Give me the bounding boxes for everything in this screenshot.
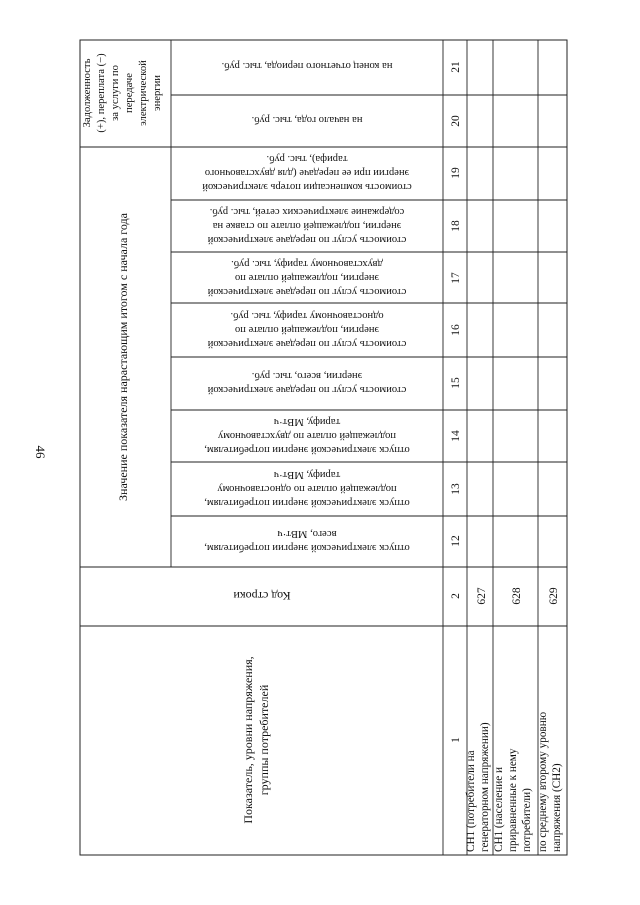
row-label-629 [537,712,563,852]
svg-text:21: 21 [450,61,462,73]
row-codes [476,587,560,605]
svg-text:14: 14 [450,430,462,442]
svg-text:приравненные к нему: приравненные к нему [507,748,519,852]
svg-text:энергии, подлежащей оплате по: энергии, подлежащей оплате по [234,324,380,335]
header-c21 [222,60,393,71]
header-group-main: Значение показателя нарастающим итогом с начала года [116,213,130,501]
svg-text:стоимость услуг по передаче эл: стоимость услуг по передаче электрической [207,234,407,245]
row-code: 629 [548,587,560,605]
svg-text:тарифу, МВт·ч: тарифу, МВт·ч [273,416,341,427]
row-code: 628 [511,587,523,605]
svg-text:энергии, всего, тыс. руб.: энергии, всего, тыс. руб. [251,370,363,381]
svg-text:стоимость услуг по передаче эл: стоимость услуг по передаче электрической [207,286,407,297]
header-c18 [207,206,406,245]
header-code [233,589,291,603]
svg-text:подлежащей оплате по двухставо: подлежащей оплате по двухставочному [217,430,397,441]
svg-text:отпуск электрической энергии п: отпуск электрической энергии потребителям, [204,444,410,455]
row-code: 627 [476,587,488,605]
svg-text:12: 12 [450,535,462,547]
page-number: 46 [33,445,48,459]
svg-text:на конец отчетного периода, ты: на конец отчетного периода, тыс. руб. [221,60,393,71]
header-c13 [204,469,410,508]
svg-text:СН1 (потребители на: СН1 (потребители на [465,750,477,852]
svg-text:18: 18 [450,220,462,232]
svg-text:на начало года, тыс. руб.: на начало года, тыс. руб. [251,114,363,125]
svg-text:всего, МВт·ч: всего, МВт·ч [277,528,337,539]
header-group-debt [82,53,163,133]
row-label-627 [465,722,491,852]
svg-text:стоимость услуг по передаче эл: стоимость услуг по передаче электрической [207,338,407,349]
svg-text:20: 20 [450,115,462,127]
svg-text:отпуск электрической энергии п: отпуск электрической энергии потребителям, [204,542,410,553]
svg-text:отпуск электрической энергии п: отпуск электрической энергии потребителям, [204,497,410,508]
svg-text:по среднему второму уровню: по среднему второму уровню [537,711,549,852]
header-indicator [241,656,271,823]
svg-text:электрической: электрической [138,60,149,126]
svg-text:СН1 (население и: СН1 (население и [493,767,505,852]
svg-text:стоимость компенсации потерь э: стоимость компенсации потерь электрической [202,181,412,192]
header-c16 [207,310,406,349]
svg-text:потребители): потребители) [521,788,533,852]
svg-text:подлежащей оплате по одноставо: подлежащей оплате по одноставочному [217,483,397,494]
header-c17 [207,258,406,297]
svg-text:Задолженность: Задолженность [82,58,93,128]
svg-text:Показатель, уровни напряжения,: Показатель, уровни напряжения, [241,656,255,824]
svg-text:энергии: энергии [152,75,163,111]
column-numbers [450,61,462,743]
svg-text:передаче: передаче [124,73,135,113]
header-c12 [204,528,410,553]
svg-text:генераторном напряжении): генераторном напряжении) [479,722,491,852]
svg-text:двухставочному тарифу, тыс. ру: двухставочному тарифу, тыс. руб. [231,258,383,269]
svg-text:энергии, подлежащей оплате по: энергии, подлежащей оплате по [234,272,380,283]
svg-text:за услуги по: за услуги по [110,65,121,121]
svg-text:энергии, подлежащей оплате по: энергии, подлежащей оплате по ставке на [212,220,402,231]
svg-text:17: 17 [450,272,462,284]
row-label-628 [493,748,533,852]
svg-text:19: 19 [450,167,462,179]
svg-text:содержание электрических сетей: содержание электрических сетей, тыс. руб. [209,206,405,217]
svg-text:энергии при ее передаче (для д: энергии при ее передаче (для двухставочного [204,167,410,178]
svg-text:13: 13 [450,483,462,495]
svg-text:Код строки: Код строки [233,589,291,603]
header-c15 [207,370,406,395]
header-c14 [204,416,410,455]
header-c19 [202,153,412,192]
svg-text:стоимость услуг по передаче эл: стоимость услуг по передаче электрической [207,384,407,395]
header-c20 [252,114,363,125]
svg-text:1: 1 [450,737,462,743]
svg-text:15: 15 [450,377,462,389]
svg-text:тарифа), тыс. руб.: тарифа), тыс. руб. [266,153,348,164]
svg-text:2: 2 [450,593,462,599]
svg-text:тарифу, МВт·ч: тарифу, МВт·ч [273,469,341,480]
svg-text:(+), переплата (−): (+), переплата (−) [96,53,107,133]
svg-text:16: 16 [450,324,462,336]
svg-text:группы потребителей: группы потребителей [257,684,271,796]
svg-text:напряжения (СН2): напряжения (СН2) [551,763,563,852]
svg-text:одноставочному тарифу, тыс. ру: одноставочному тарифу, тыс. руб. [230,310,384,321]
